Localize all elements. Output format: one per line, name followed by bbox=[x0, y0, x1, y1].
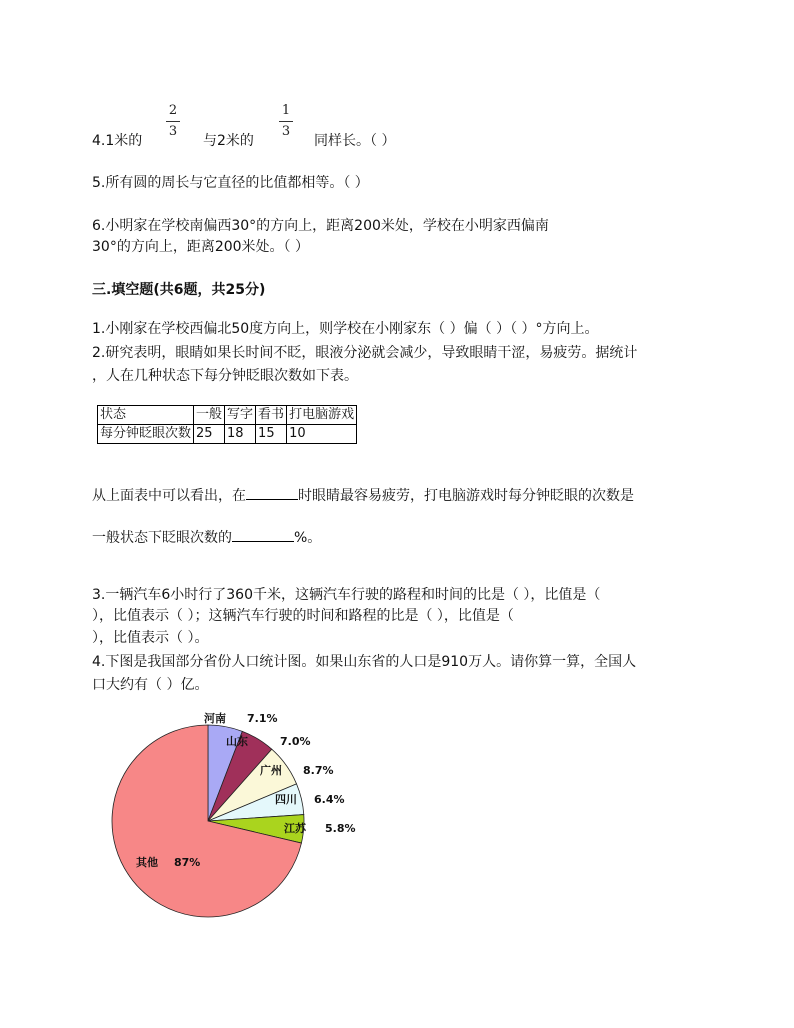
fraction-bar bbox=[166, 121, 180, 122]
fill3-line1: 3.一辆汽车6小时行了360千米，这辆汽车行驶的路程和时间的比是（ ），比值是（ bbox=[92, 587, 601, 603]
fill2-line1: 2.研究表明，眼睛如果长时间不眨，眼液分泌就会减少，导致眼睛干涩，易疲劳。据统计 bbox=[92, 345, 638, 361]
fill3-line2: ），比值表示（ ）；这辆汽车行驶的时间和路程的比是（ ），比值是（ bbox=[92, 608, 514, 624]
fill4-line2: 口大约有（ ）亿。 bbox=[92, 677, 209, 693]
table-cell: 打电脑游戏 bbox=[287, 406, 357, 425]
q6-line1: 6.小明家在学校南偏西30°的方向上，距离200米处，学校在小明家西偏南 bbox=[92, 218, 549, 234]
q4-part3: 同样长。（ ） bbox=[314, 133, 396, 149]
pie-value-label: 7.1% bbox=[247, 712, 278, 725]
pie-label: 河南 bbox=[204, 712, 226, 725]
blink-table bbox=[97, 405, 357, 444]
fraction-denominator: 3 bbox=[281, 124, 291, 139]
pie-value-label: 87% bbox=[174, 856, 201, 869]
table-cell: 写字 bbox=[225, 406, 256, 425]
population-pie-chart bbox=[100, 700, 400, 930]
fill3-line3: ），比值表示（ ）。 bbox=[92, 630, 209, 646]
table-cell: 25 bbox=[194, 425, 225, 444]
fraction-numerator: 2 bbox=[168, 103, 178, 118]
pie-value-label: 8.7% bbox=[303, 764, 334, 777]
fill2-after1a: 从上面表中可以看出，在 bbox=[92, 488, 246, 504]
fill2-after2a: 一般状态下眨眼次数的 bbox=[92, 530, 232, 546]
fill1-text: 1.小刚家在学校西偏北50度方向上，则学校在小刚家东（ ）偏（ ）（ ）°方向上。 bbox=[92, 321, 599, 337]
fill2-after2b: %。 bbox=[294, 530, 322, 546]
table-cell: 状态 bbox=[98, 406, 194, 425]
fraction-denominator: 3 bbox=[168, 124, 178, 139]
table-cell: 10 bbox=[287, 425, 357, 444]
fill2-after-line1 bbox=[92, 485, 634, 505]
pie-label: 四川 bbox=[275, 793, 297, 806]
q4-part1: 4.1米的 bbox=[92, 133, 143, 149]
q6-line2: 30°的方向上，距离200米处。（ ） bbox=[92, 239, 309, 255]
pie-value-label: 7.0% bbox=[280, 735, 311, 748]
q5-text: 5.所有圆的周长与它直径的比值都相等。（ ） bbox=[92, 175, 369, 191]
q4-part2: 与2米的 bbox=[203, 133, 254, 149]
pie-label: 其他 bbox=[136, 856, 158, 869]
answer-blank[interactable] bbox=[232, 527, 294, 542]
table-cell: 一般 bbox=[194, 406, 225, 425]
pie-value-label: 6.4% bbox=[314, 793, 345, 806]
fill2-after-line2 bbox=[92, 527, 321, 547]
fill2-line2: ，人在几种状态下每分钟眨眼次数如下表。 bbox=[92, 368, 358, 384]
table-cell: 18 bbox=[225, 425, 256, 444]
table-cell: 15 bbox=[256, 425, 287, 444]
fraction-numerator: 1 bbox=[281, 103, 291, 118]
pie-label: 山东 bbox=[226, 735, 248, 748]
table-cell: 看书 bbox=[256, 406, 287, 425]
fill4-line1: 4.下图是我国部分省份人口统计图。如果山东省的人口是910万人。请你算一算，全国人 bbox=[92, 654, 637, 670]
table-cell: 每分钟眨眼次数 bbox=[98, 425, 194, 444]
section-title: 三.填空题(共6题，共25分) bbox=[92, 282, 266, 298]
fraction-two-thirds bbox=[166, 103, 180, 140]
table-header-row bbox=[98, 406, 357, 425]
table-row bbox=[98, 425, 357, 444]
pie-label: 广州 bbox=[260, 764, 282, 777]
answer-blank[interactable] bbox=[246, 485, 298, 500]
fill2-after1b: 时眼睛最容易疲劳，打电脑游戏时每分钟眨眼的次数是 bbox=[298, 488, 634, 504]
pie-value-label: 5.8% bbox=[325, 822, 356, 835]
pie-label: 江苏 bbox=[284, 822, 306, 835]
fraction-one-third bbox=[279, 103, 293, 140]
fraction-bar bbox=[279, 121, 293, 122]
